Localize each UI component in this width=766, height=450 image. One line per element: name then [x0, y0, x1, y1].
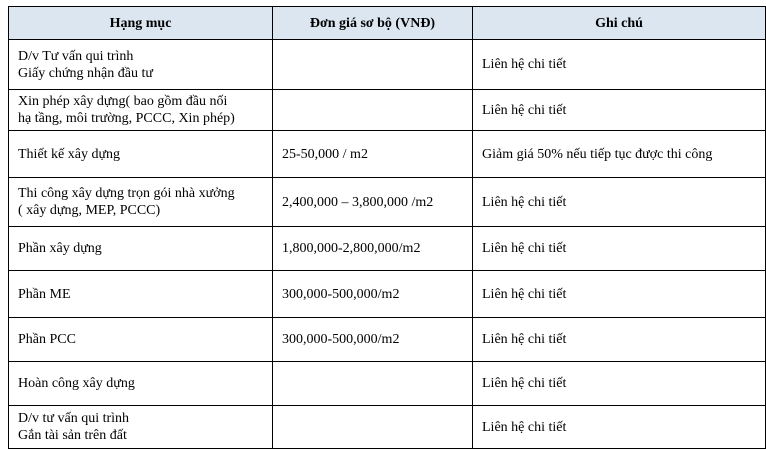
item-cell [9, 362, 273, 406]
header-note: Ghi chú [473, 7, 766, 40]
table-row [9, 90, 766, 131]
price-cell [273, 40, 473, 90]
note-cell: Liên hệ chi tiết [473, 178, 766, 227]
item-cell [9, 131, 273, 178]
note-cell: Liên hệ chi tiết [473, 406, 766, 449]
table-row [9, 178, 766, 227]
note-cell: Liên hệ chi tiết [473, 271, 766, 318]
header-price: Đơn giá sơ bộ (VNĐ) [273, 7, 473, 40]
note-cell: Liên hệ chi tiết [473, 40, 766, 90]
price-cell: 2,400,000 – 3,800,000 /m2 [273, 178, 473, 227]
header-row [9, 7, 766, 40]
table-row [9, 362, 766, 406]
table-row [9, 40, 766, 90]
item-text: Gắn tài sản trên đất [18, 428, 127, 443]
pricing-table [8, 6, 766, 449]
table-row [9, 318, 766, 362]
item-text: Phần PCC [18, 332, 76, 347]
item-text: Phần xây dựng [18, 241, 102, 256]
price-cell [273, 90, 473, 131]
note-cell: Liên hệ chi tiết [473, 227, 766, 271]
item-text: D/v tư vấn qui trình [18, 411, 130, 426]
price-cell: 25-50,000 / m2 [273, 131, 473, 178]
item-cell [9, 90, 273, 131]
price-cell: 300,000-500,000/m2 [273, 271, 473, 318]
item-text: hạ tầng, môi trường, PCCC, Xin phép) [18, 111, 235, 126]
table-row [9, 131, 766, 178]
note-cell: Giảm giá 50% nếu tiếp tục được thi công [473, 131, 766, 178]
item-text: Hoàn công xây dựng [18, 376, 135, 391]
note-cell: Liên hệ chi tiết [473, 362, 766, 406]
item-text: Xin phép xây dựng( bao gồm đầu nối [18, 94, 228, 109]
price-cell [273, 362, 473, 406]
item-text: Thiết kế xây dựng [18, 146, 121, 162]
table-row [9, 406, 766, 449]
item-cell [9, 406, 273, 449]
price-cell: 300,000-500,000/m2 [273, 318, 473, 362]
price-cell: 1,800,000-2,800,000/m2 [273, 227, 473, 271]
note-cell: Liên hệ chi tiết [473, 318, 766, 362]
item-text: Phần ME [18, 286, 71, 302]
item-text: Thi công xây dựng trọn gói nhà xưởng [18, 186, 235, 201]
header-item: Hạng mục [9, 7, 273, 40]
item-cell [9, 318, 273, 362]
item-text: ( xây dựng, MEP, PCCC) [18, 203, 161, 218]
price-cell [273, 406, 473, 449]
item-cell [9, 178, 273, 227]
note-cell: Liên hệ chi tiết [473, 90, 766, 131]
table-row [9, 271, 766, 318]
item-text: D/v Tư vấn qui trình [18, 48, 134, 64]
item-cell [9, 40, 273, 90]
table-row [9, 227, 766, 271]
item-cell [9, 271, 273, 318]
item-text: Giấy chứng nhận đầu tư [18, 65, 153, 81]
item-cell [9, 227, 273, 271]
table-body [9, 40, 766, 449]
